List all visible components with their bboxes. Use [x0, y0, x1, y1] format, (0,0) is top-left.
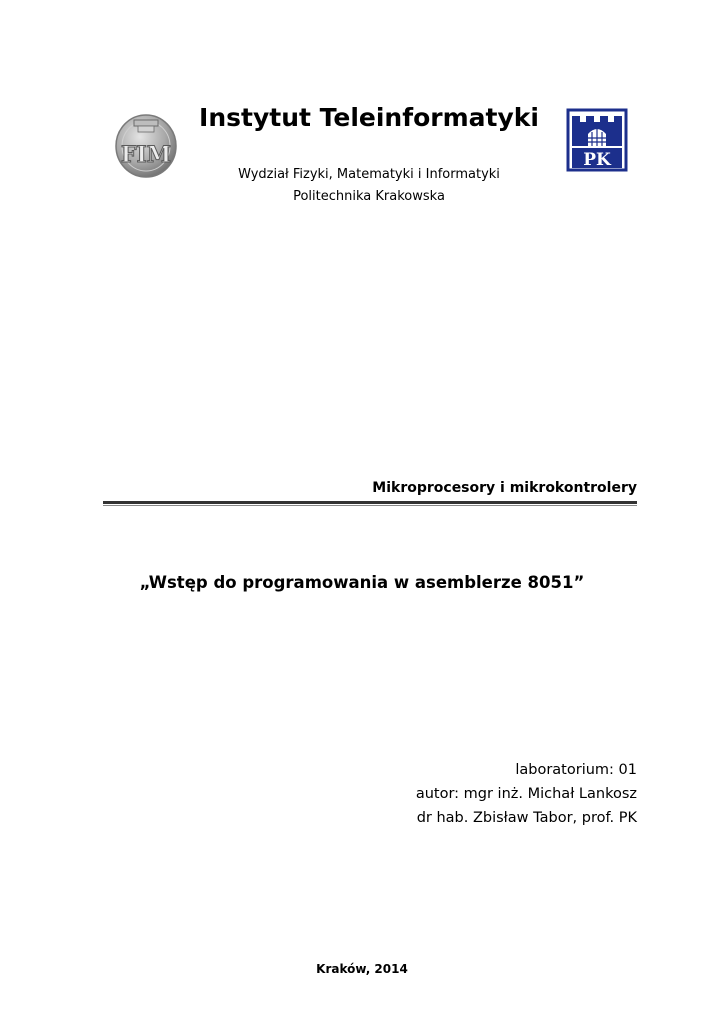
fim-logo-lettering: FIM [120, 142, 172, 168]
pk-logo-lettering: PK [583, 150, 611, 170]
faculty-name: Wydział Fizyki, Matematyki i Informatyki [238, 167, 500, 182]
author-line: autor: mgr inż. Michał Lankosz [415, 786, 637, 802]
lab-title: „Wstęp do programowania w asemblerze 8051” [139, 573, 585, 592]
laboratory-number: laboratorium: 01 [515, 762, 637, 778]
pk-logo [566, 108, 628, 172]
supervisor-line: dr hab. Zbisław Tabor, prof. PK [416, 810, 637, 826]
institute-title: Instytut Teleinformatyki [199, 103, 539, 132]
university-name: Politechnika Krakowska [293, 189, 445, 204]
horizontal-rule [103, 501, 637, 504]
fim-logo [112, 108, 184, 180]
course-name: Mikroprocesory i mikrokontrolery [372, 480, 637, 496]
horizontal-rule-thin [103, 505, 637, 506]
pk-logo-graphic [566, 108, 628, 172]
place-and-date: Kraków, 2014 [316, 962, 408, 976]
fim-logo-graphic [112, 108, 184, 180]
